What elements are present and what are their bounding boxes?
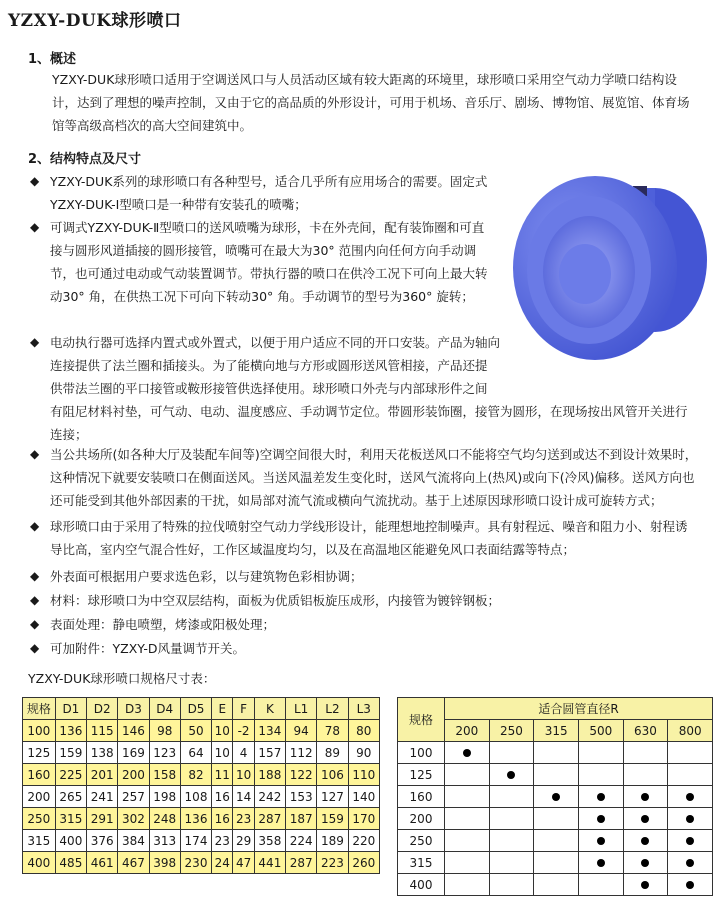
- spec-value-cell: 441: [254, 852, 285, 874]
- fit-size-cell: 400: [398, 874, 445, 896]
- fit-dot-icon: [641, 881, 649, 889]
- spec-header-row: [23, 698, 380, 720]
- spec-value-cell: 80: [348, 720, 379, 742]
- fit-cell: [578, 786, 623, 808]
- fit-cell: [578, 764, 623, 786]
- fit-cell: [578, 830, 623, 852]
- spec-value-cell: 10: [212, 720, 233, 742]
- spec-column-header: D2: [87, 698, 118, 720]
- spec-value-cell: 94: [286, 720, 317, 742]
- spec-value-cell: 78: [317, 720, 348, 742]
- spec-value-cell: 29: [233, 830, 254, 852]
- fit-cell: [623, 808, 668, 830]
- table-row: [23, 852, 380, 874]
- spec-value-cell: 291: [87, 808, 118, 830]
- fit-dot-icon: [686, 837, 694, 845]
- spec-value-cell: 225: [55, 764, 86, 786]
- feature-line: 还可能受到其他外部因素的干扰，如局部对流气流或横向气流扰动。基于上述原因球形喷口设计成可旋转方式；: [50, 493, 663, 508]
- feature-line: 连接；: [50, 427, 88, 442]
- spec-value-cell: 14: [233, 786, 254, 808]
- fit-dot-icon: [641, 815, 649, 823]
- fit-cell: [489, 742, 534, 764]
- spec-size-cell: 400: [23, 852, 56, 874]
- spec-value-cell: 134: [254, 720, 285, 742]
- spec-value-cell: 230: [180, 852, 211, 874]
- overview-line: 馆等高级高档次的高大空间建筑中。: [52, 118, 253, 133]
- spec-column-header: E: [212, 698, 233, 720]
- feature-item: [50, 589, 710, 612]
- spec-value-cell: 260: [348, 852, 379, 874]
- spec-value-cell: 287: [254, 808, 285, 830]
- spec-size-cell: 160: [23, 764, 56, 786]
- page-title: YZXY-DUK球形喷口: [8, 11, 182, 31]
- spec-table: [22, 697, 380, 874]
- spec-value-cell: 384: [118, 830, 149, 852]
- spec-value-cell: 146: [118, 720, 149, 742]
- bullet-diamond-icon: ◆: [30, 447, 40, 461]
- bullet-diamond-icon: ◆: [30, 641, 40, 655]
- spec-column-header: D1: [55, 698, 86, 720]
- spec-value-cell: 313: [149, 830, 180, 852]
- bullet-diamond-icon: ◆: [30, 174, 40, 188]
- fit-cell: [489, 852, 534, 874]
- fit-size-cell: 200: [398, 808, 445, 830]
- spec-column-header: K: [254, 698, 285, 720]
- spec-value-cell: 23: [233, 808, 254, 830]
- feature-item: [50, 443, 710, 512]
- fit-group-header: 适合圆管直径R: [445, 698, 713, 720]
- table-row: [23, 786, 380, 808]
- fit-cell: [668, 742, 713, 764]
- feature-line: 材料：球形喷口为中空双层结构，面板为优质铝板旋压成形，内接管为镀锌钢板；: [50, 593, 501, 608]
- fit-diameter-header: 250: [489, 720, 534, 742]
- spec-value-cell: 98: [149, 720, 180, 742]
- fit-cell: [668, 830, 713, 852]
- fit-cell: [578, 742, 623, 764]
- spec-value-cell: 169: [118, 742, 149, 764]
- fit-cell: [534, 852, 579, 874]
- feature-line: 表面处理：静电喷塑，烤漆或阳极处理；: [50, 617, 276, 632]
- fit-cell: [534, 742, 579, 764]
- spec-value-cell: 90: [348, 742, 379, 764]
- table-row: [398, 830, 713, 852]
- spec-value-cell: 265: [55, 786, 86, 808]
- feature-line: YZXY-DUK系列的球形喷口有各种型号，适合几乎所有应用场合的需要。固定式: [50, 174, 488, 189]
- fit-cell: [445, 764, 490, 786]
- fit-cell: [623, 874, 668, 896]
- fit-dot-icon: [597, 793, 605, 801]
- fit-cell: [445, 742, 490, 764]
- fit-diameter-header: 800: [668, 720, 713, 742]
- fit-dot-icon: [597, 815, 605, 823]
- fit-cell: [534, 830, 579, 852]
- spec-value-cell: 50: [180, 720, 211, 742]
- fit-dot-icon: [463, 749, 471, 757]
- spec-value-cell: 376: [87, 830, 118, 852]
- feature-line: 导比高，室内空气混合性好，工作区域温度均匀，以及在高温地区能避免风口表面结露等特点；: [50, 542, 576, 557]
- spec-size-cell: 100: [23, 720, 56, 742]
- spec-value-cell: 400: [55, 830, 86, 852]
- fit-diameter-header: 315: [534, 720, 579, 742]
- fit-cell: [534, 808, 579, 830]
- table-row: [398, 764, 713, 786]
- spec-value-cell: 398: [149, 852, 180, 874]
- fit-dot-icon: [597, 859, 605, 867]
- table-row: [398, 852, 713, 874]
- spec-value-cell: 136: [55, 720, 86, 742]
- section-2-heading: 2、结构特点及尺寸: [28, 152, 142, 167]
- fit-cell: [623, 764, 668, 786]
- spec-value-cell: 4: [233, 742, 254, 764]
- fit-cell: [489, 764, 534, 786]
- spec-column-header: 规格: [23, 698, 56, 720]
- spec-value-cell: 485: [55, 852, 86, 874]
- fit-dot-icon: [686, 859, 694, 867]
- fit-dot-icon: [597, 837, 605, 845]
- spec-value-cell: 287: [286, 852, 317, 874]
- spec-value-cell: 174: [180, 830, 211, 852]
- spec-column-header: F: [233, 698, 254, 720]
- spec-size-cell: 200: [23, 786, 56, 808]
- fit-size-cell: 125: [398, 764, 445, 786]
- feature-line: 这种情况下就要安装喷口在侧面送风。当送风温差发生变化时，送风气流将向上(热风)或向下(冷风)偏移。送风方向也: [50, 470, 695, 485]
- feature-line: 可加附件：YZXY-D风量调节开关。: [50, 641, 246, 656]
- fit-cell: [534, 874, 579, 896]
- fit-diameter-header: 630: [623, 720, 668, 742]
- spec-value-cell: 10: [212, 742, 233, 764]
- spec-value-cell: 64: [180, 742, 211, 764]
- fit-cell: [534, 764, 579, 786]
- feature-item: [50, 565, 710, 588]
- feature-line: 动30° 角，在供热工况下可向下转动30° 角。手动调节的型号为360° 旋转；: [50, 289, 474, 304]
- fit-cell: [489, 786, 534, 808]
- spec-size-cell: 125: [23, 742, 56, 764]
- spec-value-cell: 248: [149, 808, 180, 830]
- fit-cell: [668, 874, 713, 896]
- table-caption: YZXY-DUK球形喷口规格尺寸表：: [28, 671, 216, 686]
- bullet-diamond-icon: ◆: [30, 593, 40, 607]
- spec-value-cell: 315: [55, 808, 86, 830]
- table-row: [23, 808, 380, 830]
- feature-line: 连接提供了法兰圈和插接头。为了能横向地与方形或圆形送风管相接，产品还提: [50, 358, 488, 373]
- spec-column-header: L2: [317, 698, 348, 720]
- spec-value-cell: 16: [212, 808, 233, 830]
- table-row: [23, 830, 380, 852]
- table-row: [398, 786, 713, 808]
- bullet-diamond-icon: ◆: [30, 617, 40, 631]
- table-row: [23, 764, 380, 786]
- spec-value-cell: 158: [149, 764, 180, 786]
- fit-cell: [534, 786, 579, 808]
- spec-size-cell: 315: [23, 830, 56, 852]
- feature-line: 外表面可根据用户要求选色彩，以与建筑物色彩相协调；: [50, 569, 363, 584]
- feature-line: 供带法兰圈的平口接管或鞍形接管供选择使用。球形喷口外壳与内部球形件之间: [50, 381, 488, 396]
- fit-cell: [445, 808, 490, 830]
- fit-dot-icon: [686, 881, 694, 889]
- spec-value-cell: 127: [317, 786, 348, 808]
- spec-value-cell: 47: [233, 852, 254, 874]
- overview-paragraph: [52, 68, 712, 137]
- spec-value-cell: 115: [87, 720, 118, 742]
- fit-cell: [623, 786, 668, 808]
- fit-cell: [668, 852, 713, 874]
- spec-value-cell: 242: [254, 786, 285, 808]
- feature-line: 有阻尼材料衬垫，可气动、电动、温度感应、手动调节定位。带圆形装饰圈，接管为圆形，在现场按出风管开关进行: [50, 404, 688, 419]
- table-row: [398, 742, 713, 764]
- section-1-heading: 1、概述: [28, 52, 77, 67]
- table-row: [398, 874, 713, 896]
- feature-item: [50, 515, 710, 561]
- feature-line: 电动执行器可选择内置式或外置式，以便于用户适应不同的开口安装。产品为轴向: [50, 335, 501, 350]
- feature-line: 接与圆形风道插接的圆形接管，喷嘴可在最大为30° 范围内向任何方向手动调: [50, 243, 477, 258]
- bullet-diamond-icon: ◆: [30, 519, 40, 533]
- spec-value-cell: 153: [286, 786, 317, 808]
- overview-line: YZXY-DUK球形喷口适用于空调送风口与人员活动区域有较大距离的环境里，球形喷口采用空气动力学喷口结构设: [52, 72, 677, 87]
- spec-value-cell: 170: [348, 808, 379, 830]
- overview-line: 计，达到了理想的噪声控制，又由于它的高品质的外形设计，可用于机场、音乐厅、剧场、博物馆、展览馆、体育场: [52, 95, 690, 110]
- spec-size-cell: 250: [23, 808, 56, 830]
- fit-cell: [489, 830, 534, 852]
- table-row: [23, 742, 380, 764]
- fit-cell: [578, 874, 623, 896]
- spec-value-cell: 187: [286, 808, 317, 830]
- bullet-diamond-icon: ◆: [30, 335, 40, 349]
- fit-diameter-header: 500: [578, 720, 623, 742]
- table-row: [398, 808, 713, 830]
- fit-size-cell: 100: [398, 742, 445, 764]
- fit-corner-header: 规格: [398, 698, 445, 742]
- spec-value-cell: 159: [317, 808, 348, 830]
- fit-cell: [623, 830, 668, 852]
- spec-value-cell: 140: [348, 786, 379, 808]
- fit-dot-icon: [641, 859, 649, 867]
- spec-value-cell: 220: [348, 830, 379, 852]
- fit-cell: [489, 808, 534, 830]
- spec-value-cell: 223: [317, 852, 348, 874]
- fit-cell: [668, 786, 713, 808]
- fit-dot-icon: [686, 793, 694, 801]
- spec-value-cell: 89: [317, 742, 348, 764]
- feature-item: [50, 637, 710, 660]
- fit-cell: [489, 874, 534, 896]
- spec-column-header: D4: [149, 698, 180, 720]
- fit-dot-icon: [507, 771, 515, 779]
- spec-column-header: L1: [286, 698, 317, 720]
- spec-value-cell: 112: [286, 742, 317, 764]
- fit-dot-icon: [686, 815, 694, 823]
- fit-cell: [445, 786, 490, 808]
- fit-dot-icon: [552, 793, 560, 801]
- spec-value-cell: 257: [118, 786, 149, 808]
- duct-fit-table: [397, 697, 713, 896]
- feature-item: [50, 613, 710, 636]
- fit-cell: [623, 742, 668, 764]
- spec-value-cell: 110: [348, 764, 379, 786]
- fit-size-cell: 160: [398, 786, 445, 808]
- spec-value-cell: 201: [87, 764, 118, 786]
- spec-column-header: D5: [180, 698, 211, 720]
- spec-value-cell: 461: [87, 852, 118, 874]
- bullet-diamond-icon: ◆: [30, 569, 40, 583]
- feature-line: 当公共场所(如各种大厅及装配车间等)空调空间很大时，利用天花板送风口不能将空气均匀送到或达不到设计效果时，: [50, 447, 698, 462]
- fit-dot-icon: [641, 837, 649, 845]
- spec-value-cell: 198: [149, 786, 180, 808]
- bullet-diamond-icon: ◆: [30, 220, 40, 234]
- fit-cell: [668, 808, 713, 830]
- spec-column-header: D3: [118, 698, 149, 720]
- fit-cell: [578, 852, 623, 874]
- spec-value-cell: 157: [254, 742, 285, 764]
- feature-line: YZXY-DUK-Ⅰ型喷口是一种带有安装孔的喷嘴；: [50, 197, 307, 212]
- fit-dot-icon: [641, 793, 649, 801]
- spec-value-cell: 108: [180, 786, 211, 808]
- spec-value-cell: 16: [212, 786, 233, 808]
- spec-value-cell: 358: [254, 830, 285, 852]
- feature-item: [50, 331, 710, 446]
- table-row: [23, 720, 380, 742]
- spec-value-cell: 106: [317, 764, 348, 786]
- fit-diameter-header: 200: [445, 720, 490, 742]
- spec-value-cell: 188: [254, 764, 285, 786]
- spec-value-cell: 467: [118, 852, 149, 874]
- feature-item: [50, 216, 510, 308]
- feature-line: 节，也可通过电动或气动装置调节。带执行器的喷口在供冷工况下可向上最大转: [50, 266, 488, 281]
- spec-value-cell: 11: [212, 764, 233, 786]
- spec-value-cell: 24: [212, 852, 233, 874]
- spec-value-cell: 200: [118, 764, 149, 786]
- spec-value-cell: 241: [87, 786, 118, 808]
- fit-cell: [668, 764, 713, 786]
- spec-value-cell: 122: [286, 764, 317, 786]
- spec-value-cell: 138: [87, 742, 118, 764]
- spec-value-cell: 224: [286, 830, 317, 852]
- spec-value-cell: 136: [180, 808, 211, 830]
- spec-column-header: L3: [348, 698, 379, 720]
- spec-value-cell: 82: [180, 764, 211, 786]
- spec-value-cell: 159: [55, 742, 86, 764]
- fit-size-cell: 250: [398, 830, 445, 852]
- fit-cell: [445, 852, 490, 874]
- fit-size-cell: 315: [398, 852, 445, 874]
- feature-item: [50, 170, 510, 216]
- spec-value-cell: 123: [149, 742, 180, 764]
- spec-value-cell: 189: [317, 830, 348, 852]
- fit-cell: [578, 808, 623, 830]
- spec-value-cell: 10: [233, 764, 254, 786]
- spec-value-cell: 302: [118, 808, 149, 830]
- fit-cell: [445, 874, 490, 896]
- fit-cell: [445, 830, 490, 852]
- spec-value-cell: 23: [212, 830, 233, 852]
- feature-line: 球形喷口由于采用了特殊的拉伐喷射空气动力学线形设计，能理想地控制噪声。具有射程远、噪音和阻力小、射程诱: [50, 519, 688, 534]
- fit-cell: [623, 852, 668, 874]
- spec-value-cell: -2: [233, 720, 254, 742]
- feature-line: 可调式YZXY-DUK-Ⅱ型喷口的送风喷嘴为球形，卡在外壳间，配有装饰圈和可直: [50, 220, 485, 235]
